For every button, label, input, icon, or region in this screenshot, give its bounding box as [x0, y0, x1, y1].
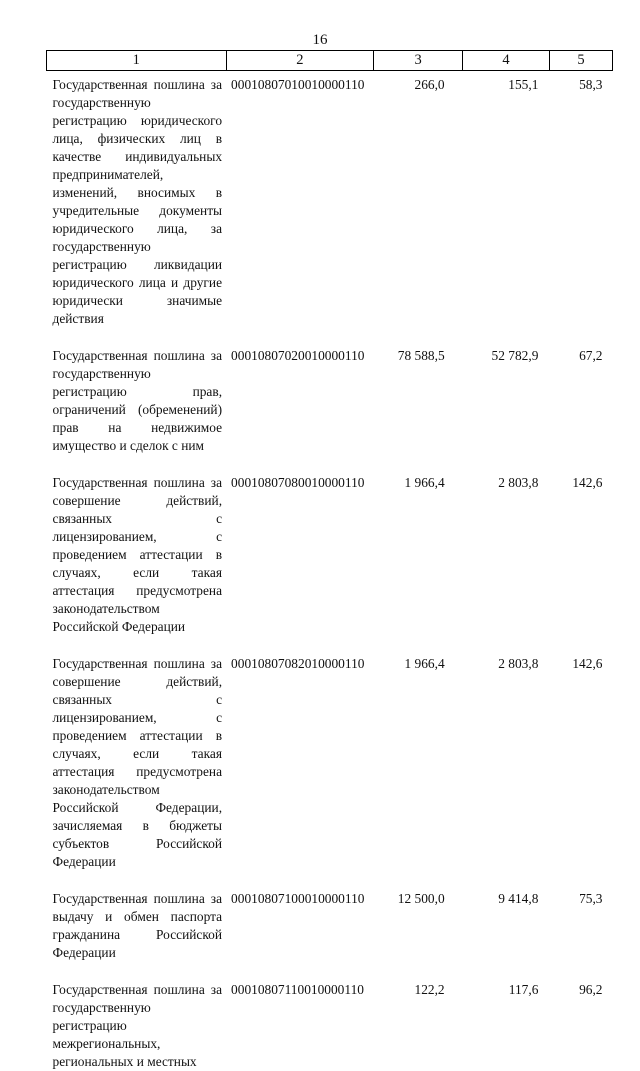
table-header-row	[47, 51, 613, 71]
column-header-1: 1	[47, 51, 227, 71]
column-header-5: 5	[549, 51, 612, 71]
row-value-col5: 58,3	[579, 77, 603, 92]
row-value-col4: 52 782,9	[491, 348, 539, 363]
row-value-col3: 78 588,5	[397, 348, 445, 363]
row-name: Государственная пошлина за государственную регистрацию прав, ограничений (обременений) прав на недвижимое имущество и сделок с ним	[52, 348, 223, 453]
row-name: Государственная пошлина за выдачу и обмен паспорта гражданина Российской Федерации	[52, 891, 223, 960]
row-value-col4: 2 803,8	[498, 656, 539, 671]
table-row	[47, 650, 613, 885]
table-row	[47, 342, 613, 469]
row-value-col4: 155,1	[508, 77, 539, 92]
row-code: 00010807110010000110	[231, 982, 364, 997]
column-header-4: 4	[463, 51, 550, 71]
row-value-col5: 142,6	[572, 656, 603, 671]
column-header-3: 3	[374, 51, 463, 71]
table-row	[47, 885, 613, 976]
page-number: 16	[312, 32, 328, 48]
row-value-col4: 2 803,8	[498, 475, 539, 490]
row-value-col3: 1 966,4	[404, 475, 445, 490]
row-value-col4: 117,6	[508, 982, 539, 997]
table-row	[47, 976, 613, 1071]
row-value-col5: 67,2	[579, 348, 603, 363]
row-code: 00010807010010000110	[231, 77, 365, 92]
row-code: 00010807080010000110	[231, 475, 365, 490]
row-name: Государственная пошлина за совершение действий, связанных с лицензированием, с проведением аттестации в случаях, если такая аттестация предусмотрена законодательством Российской Федерации, зачисляемая в бюджеты субъектов Российской Федерации	[52, 656, 223, 869]
row-name: Государственная пошлина за государственную регистрацию юридического лица, физических лиц в качестве индивидуальных предпринимателей, изменений, вносимых в учредительные документы юридического лица, за государственную регистрацию ликвидации юридического лица и другие юридически значимые действия	[52, 77, 223, 326]
row-value-col3: 266,0	[414, 77, 445, 92]
row-name: Государственная пошлина за государственную регистрацию межрегиональных, региональных и местных	[52, 982, 223, 1069]
table-row	[47, 469, 613, 650]
row-value-col3: 122,2	[414, 982, 445, 997]
budget-table	[46, 50, 613, 1071]
row-value-col4: 9 414,8	[498, 891, 539, 906]
row-code: 00010807082010000110	[231, 656, 365, 671]
column-header-2: 2	[226, 51, 374, 71]
row-value-col3: 1 966,4	[404, 656, 445, 671]
row-code: 00010807020010000110	[231, 348, 365, 363]
row-value-col5: 96,2	[579, 982, 603, 997]
row-value-col3: 12 500,0	[397, 891, 445, 906]
row-value-col5: 75,3	[579, 891, 603, 906]
row-code: 00010807100010000110	[231, 891, 365, 906]
table-row	[47, 71, 613, 343]
row-name: Государственная пошлина за совершение действий, связанных с лицензированием, с проведением аттестации в случаях, если такая аттестация предусмотрена законодательством Российской Федерации	[52, 475, 223, 634]
row-value-col5: 142,6	[572, 475, 603, 490]
